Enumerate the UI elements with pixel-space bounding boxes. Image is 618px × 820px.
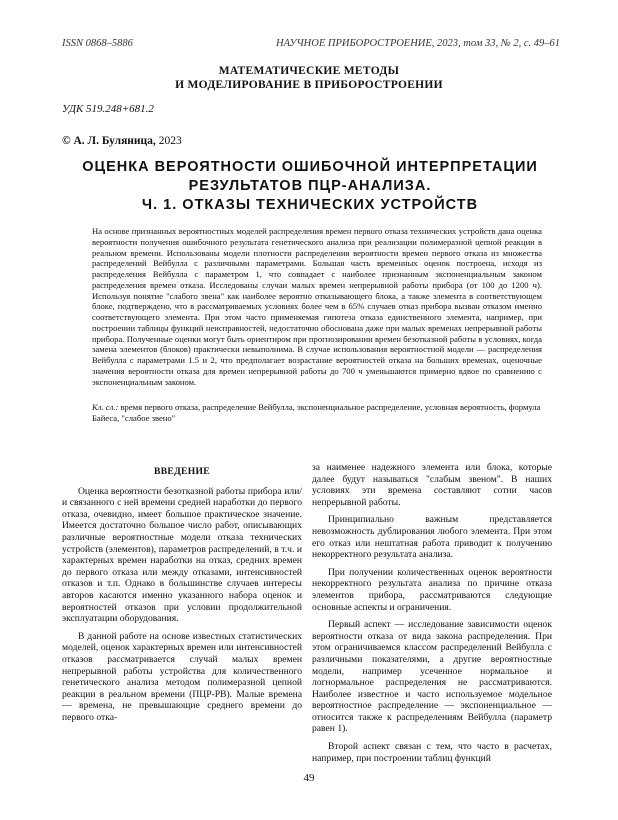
right-paragraph-2: Принципиально важным представляется невозможность дублирования любого элемента. При этом его отказ или нештатная работа приводит к получению некорректного результата анализа. — [312, 514, 552, 561]
right-paragraph-1: за наименее надежного элемента или блока, которые далее будут называться "слабым звеном". В наших условиях эти времена составляют сотни часов непрерывной работы. — [312, 462, 552, 508]
title-line-2: РЕЗУЛЬТАТОВ ПЦР-АНАЛИЗА. — [188, 178, 432, 194]
title-line-3: Ч. 1. ОТКАЗЫ ТЕХНИЧЕСКИХ УСТРОЙСТВ — [141, 197, 479, 213]
paper-title — [60, 158, 560, 215]
keywords — [92, 402, 542, 424]
section-title-line-1: МАТЕМАТИЧЕСКИЕ МЕТОДЫ — [218, 65, 400, 77]
right-paragraph-5: Второй аспект связан с тем, что часто в расчетах, например, при построении таблиц функций — [312, 741, 552, 764]
keywords-text: время первого отказа, распределение Вейбулла, экспоненциальное распределение, условная вероятность, формула Байеса, "слабое звено" — [92, 402, 541, 423]
title-line-1: ОЦЕНКА ВЕРОЯТНОСТИ ОШИБОЧНОЙ ИНТЕРПРЕТАЦИИ — [82, 159, 538, 175]
page-number: 49 — [303, 772, 315, 784]
author-name: А. Л. Буляница, — [73, 135, 156, 147]
section-title-line-2: И МОДЕЛИРОВАНИЕ В ПРИБОРОСТРОЕНИИ — [175, 79, 443, 91]
left-paragraph-2: В данной работе на основе известных статистических моделей, оценок характерных времен или интенсивностей отказов рассматривается случай малых времен непрерывной работы устройства для количественного генетического анализа методом полимеразной цепной реакции в реальном времени (ПЦР-РВ). Малые времена — времена, не превышающие среднего времени до первого отка- — [62, 630, 302, 723]
issn-header: ISSN 0868–5886 — [62, 38, 133, 49]
intro-heading: ВВЕДЕНИЕ — [154, 466, 210, 477]
abstract: На основе признанных вероятностных моделей распределения времен первого отказа технических устройств дана оценка вероятности получения ошибочного результата генетического анализа при реализации полимеразной цепной реакции в реальном времени. Использованы модели плотности распределения вероятности времен первого отказа из множества распределений Вейбулла с различными параметрами. Большая часть временных оценок построена, исходя из распределения Вейбулла с параметром 1, что совпадает с наиболее признанным экспоненциальным законом распределения времен отказа. Исследованы случаи малых времен непрерывной работы прибора (от 100 до 1200 ч). Используя понятие "слабого звена" как наиболее вероятно отказывающего блока, а также элемента в соответствующем блоке, подтверждено, что в рассматриваемых условиях более чем в 65% случаев отказ прибора вызван отказом именно соответствующего элемента. При этом часто применяемая гипотеза отказа единственного элемента, например, при построении таблицы функций неисправностей, недостаточно обоснована даже при малых временах непрерывной работы прибора. Полученные оценки могут быть ориентиром при прогнозировании времен безотказной работы в условиях, когда замена элементов (блоков) практически невыполнима. В случае использования вероятностной модели — распределения Вейбулла с параметрами 1.5 и 2, что предполагает возрастание вероятностей отказа на больших временах, оценочные значения вероятности отказа для времен непрерывной работы до 700 ч уменьшаются примерно вдвое по сравнению с экспоненциальным законом. — [92, 226, 542, 387]
udc-code: УДК 519.248+681.2 — [62, 103, 154, 115]
journal-header: НАУЧНОЕ ПРИБОРОСТРОЕНИЕ, 2023, том 33, № 2, с. 49–61 — [276, 38, 560, 49]
author-year: 2023 — [158, 135, 182, 147]
author-line — [62, 135, 182, 147]
right-paragraph-4: Первый аспект — исследование зависимости оценок вероятности отказа от вида закона распределения. При этом ограничиваемся классом распределений Вейбулла с различными показателями, а другие вероятностные модели, например усеченное нормальное и логнормальное распределения не рассматриваются. Наиболее известное и часто используемое модельное вероятностное распределение — экспоненциальное — относится также к распределениям Вейбулла (параметр равен 1). — [312, 619, 552, 735]
left-column — [62, 466, 302, 723]
keywords-label: Кл. сл.: — [92, 402, 119, 412]
copyright-symbol: © — [62, 135, 71, 147]
section-title — [0, 64, 618, 92]
right-column — [312, 462, 552, 764]
left-paragraph-1: Оценка вероятности безотказной работы прибора или/и связанного с ней времени средней наработки до первого отказа, очевидно, имеет большое практическое значение. Имеется достаточно большое число работ, описывающих различные вероятностные модели отказа технических устройств (элементов), параметров распределений, в т.ч. и характерных времен наработки на отказ, средних времен до первого отказа или между отказами, интенсивностей отказов и т.п. Однако в большинстве случаев интересы авторов касаются именно указанного набора оценок и вероятностей отказов при условии продолжительной эксплуатации оборудования. — [62, 485, 302, 625]
right-paragraph-3: При получении количественных оценок вероятности некорректного результата анализа по причине отказа элементов прибора, рассматриваются следующие основные аспекты и ограничения. — [312, 566, 552, 613]
